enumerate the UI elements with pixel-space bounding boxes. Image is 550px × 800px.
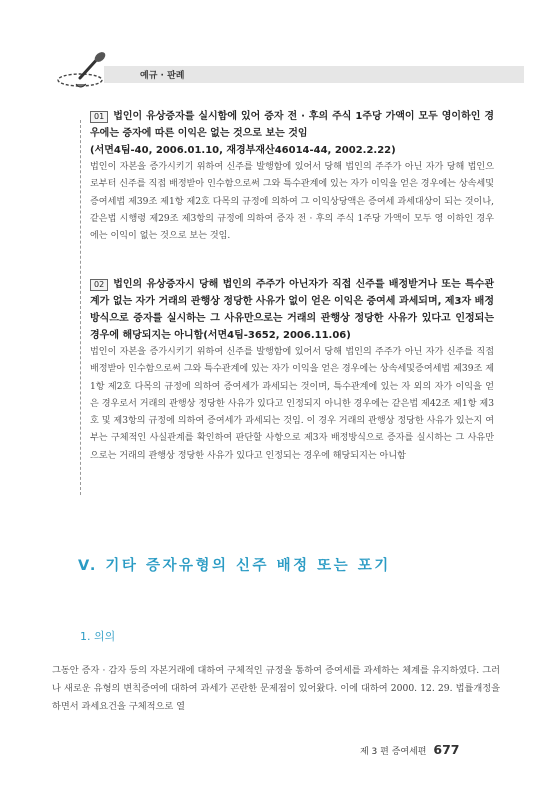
- footer-part: 제 3 편: [360, 747, 389, 757]
- case-reference: (서면4팀-3652, 2006.11.06): [203, 330, 351, 341]
- case-title: [90, 108, 494, 159]
- case-number: 02: [90, 279, 108, 291]
- case-body: 법인이 자본을 증가시키기 위하여 신주를 발행함에 있어서 당해 법인의 주주가 아닌 자가 신주를 직접 배정받아 인수함으로써 그와 특수관계에 있는 자가 이익을 얻은 경우에는 상속세및증여세법 제39조 제1항 제2호 다목의 규정에 의하여 증여세가 과세되는 것이며, 특수관계에 있는 자 외의 자가 이익을 얻은 경우로서 거래의 관행상 정당한 사유가 있다고 인정되지 아니한 경우에는 같은법 제42조 제1항 제3호 및 제3항의 규정에 의하여 증여세가 과세되는 것임. 이 경우 거래의 관행상 정당한 사유가 있는지 여부는 구체적인 사실관계를 확인하여 판단할 사항으로 제3자 배정방식으로 증자를 실시하는 그 사유만으로는 거래의 관행상 정당한 사유가 있다고 인정되는 경우에 해당되지는 아니함: [90, 347, 494, 461]
- case-title-text: 법인의 유상증자시 당해 법인의 주주가 아닌자가 직접 신주를 배정받거나 또는 특수관계가 없는 자가 거래의 관행상 정당한 사유가 없이 얻은 이익은 증여세 과세되며, 제3자 배정방식으로 증자를 실시하는 그 사유만으로는 거래의 관행상 정당한 사유가 있다고 인정되는 경우에 해당되지는 아니함: [90, 279, 494, 341]
- case-number: 01: [90, 111, 108, 123]
- section-heading: V. 기타 증자유형의 신주 배정 또는 포기: [78, 558, 391, 574]
- section-label: 예규 · 판례: [140, 71, 185, 81]
- body-paragraph: 그동안 증자 · 감자 등의 자본거래에 대하여 구체적인 규정을 통하여 증여세를 과세하는 체계를 유지하였다. 그러나 새로운 유형의 변칙증여에 대하여 과세가 곤란한 문제점이 있어왔다. 이에 대하여 2000. 12. 29. 법률개정을 하면서 과세요건을 구체적으로 열: [52, 665, 500, 712]
- case-01: [90, 108, 494, 245]
- case-title-text: 법인이 유상증자를 실시함에 있어 증자 전 · 후의 주식 1주당 가액이 모두 영이하인 경우에는 증자에 따른 이익은 없는 것으로 보는 것임: [90, 111, 494, 139]
- page-footer: [360, 742, 459, 757]
- case-title: [90, 276, 494, 344]
- pen-dish-icon: [50, 50, 110, 100]
- footer-chapter: 증여세편: [391, 747, 427, 757]
- case-reference: (서면4팀-40, 2006.01.10, 재경부재산46014-44, 2002.2.22): [90, 145, 396, 156]
- page-number: 677: [433, 742, 460, 757]
- case-body: 법인이 자본을 증가시키기 위하여 신주를 발행함에 있어서 당해 법인의 주주가 아닌 자가 당해 법인으로부터 신주를 직접 배정받아 인수함으로써 그와 특수관계에 있는 자가 이익을 얻은 경우에는 상속세및증여세법 제39조 제1항 제2호 다목의 규정에 의하여 그 이익상당액은 증여세 과세대상이 되는 것이나, 같은법 시행령 제29조 제3항의 규정에 의하여 증자 전 · 후의 주식 1주당 가액이 모두 영 이하인 경우에는 이익이 없는 것으로 보는 것임.: [90, 162, 494, 242]
- case-02: [90, 276, 494, 465]
- margin-rule: [80, 120, 81, 495]
- subsection-heading: 1. 의의: [80, 630, 116, 643]
